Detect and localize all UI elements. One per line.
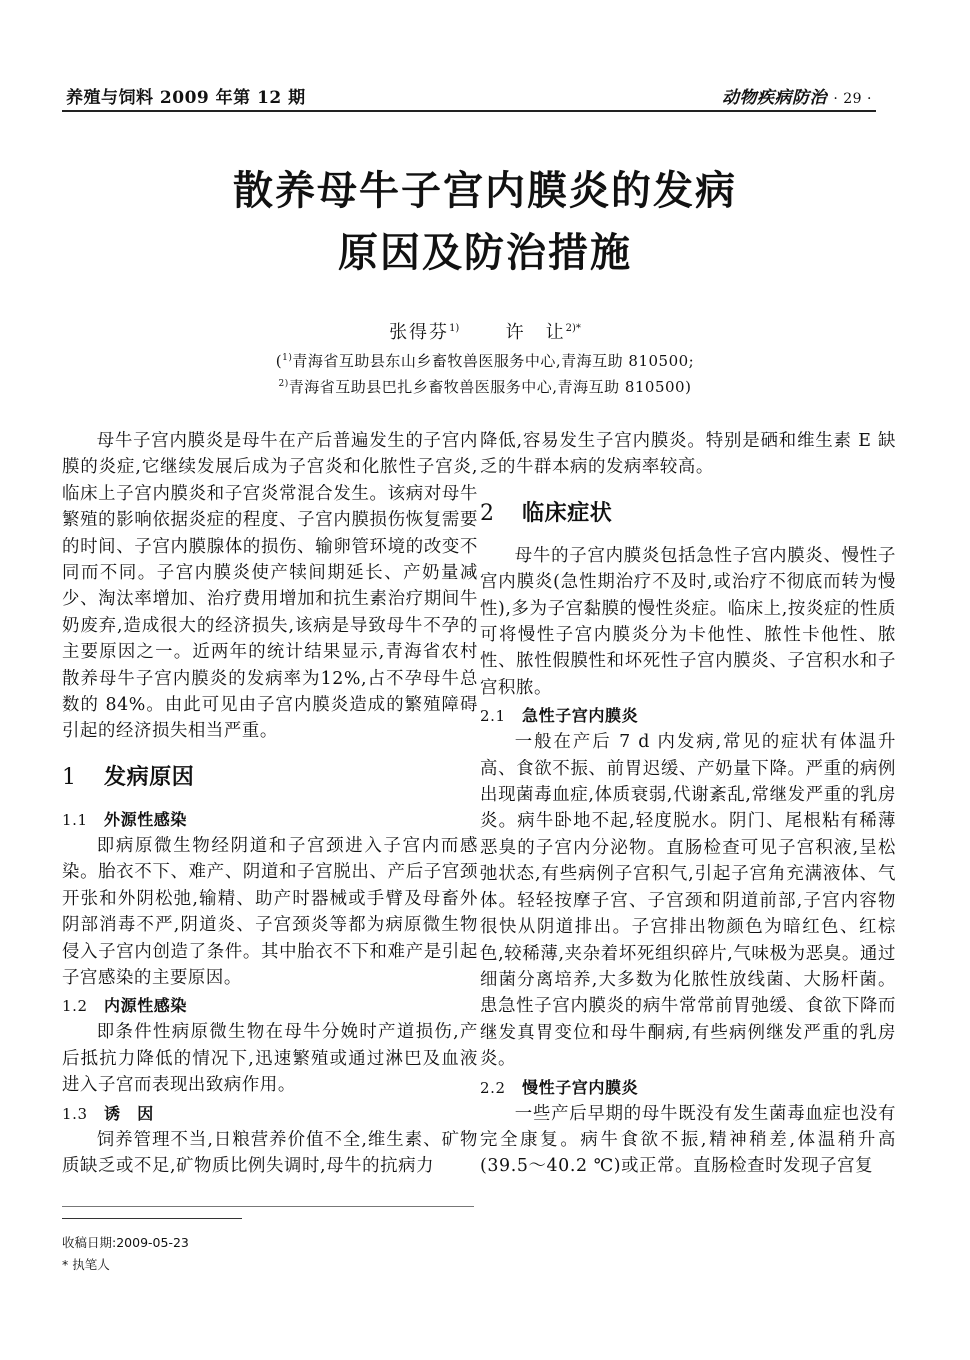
left-column [62, 428, 478, 1179]
section-and-page [722, 83, 872, 108]
affiliation-2: $^{2)}$青海省互助县巴扎乡畜牧兽医服务中心,青海互助 810500) [278, 378, 692, 396]
section-2-paragraph: 母牛的子宫内膜炎包括急性子宫内膜炎、慢性子宫内膜炎(急性期治疗不及时,或治疗不彻底而转为慢性),多为子宫黏膜的慢性炎症。临床上,按炎症的性质可将慢性子宫内膜炎分为卡他性、脓性卡他性、脓性、脓性假膜性和坏死性子宫内膜炎、子宫积水和子宫积脓。 [480, 545, 896, 698]
author-2-mark: 2)* [565, 323, 581, 334]
section-1-3-heading: 1.3 诱 因 [62, 1103, 154, 1123]
footnotes [62, 1232, 189, 1276]
corresponding-author-note: * 执笔人 [62, 1257, 110, 1272]
author-1-mark: 1) [449, 323, 460, 334]
received-date: 收稿日期:2009-05-23 [62, 1235, 189, 1250]
article-title [0, 160, 970, 284]
section-1-1-heading: 1.1 外源性感染 [62, 809, 188, 829]
page-number: · 29 · [833, 91, 872, 107]
section-2-2-heading: 2.2 慢性子宫内膜炎 [480, 1077, 639, 1097]
title-line-1: 散养母牛子宫内膜炎的发病 [233, 168, 737, 214]
journal-issue: 养殖与饲料 2009 年第 12 期 [66, 88, 306, 108]
section-1-3-paragraph-continued: 降低,容易发生子宫内膜炎。特别是硒和维生素 E 缺乏的牛群本病的发病率较高。 [480, 431, 896, 478]
section-name: 动物疾病防治 [721, 88, 827, 108]
section-1-2-paragraph: 即条件性病原微生物在母牛分娩时产道损伤,产后抵抗力降低的情况下,迅速繁殖或通过淋巴及血液进入子宫而表现出致病作用。 [62, 1022, 478, 1096]
section-2-1-heading: 2.1 急性子宫内膜炎 [480, 706, 639, 726]
section-1-heading: 1 发病原因 [62, 764, 195, 790]
author-1: 张得芬 [389, 322, 450, 343]
section-2-heading: 2 临床症状 [480, 500, 613, 526]
author-line [0, 318, 970, 344]
right-column [480, 428, 896, 1180]
intro-paragraph: 母牛子宫内膜炎是母牛在产后普遍发生的子宫内膜的炎症,它继续发展后成为子宫炎和化脓性子宫炎,临床上子宫内膜炎和子宫炎常混合发生。该病对母牛繁殖的影响依据炎症的程度、子宫内膜损伤恢复需要的时间、子宫内膜腺体的损伤、输卵管环境的改变不同而不同。子宫内膜炎使产犊间期延长、产奶量减少、淘汰率增加、治疗费用增加和抗生素治疗期间牛奶废弃,造成很大的经济损失,该病是导致母牛不孕的主要原因之一。近两年的统计结果显示,青海省农村散养母牛子宫内膜炎的发病率为12%,占不孕母牛总数的 84%。由此可见由子宫内膜炎造成的繁殖障碍引起的经济损失相当严重。 [62, 431, 478, 742]
title-line-2: 原因及防治措施 [338, 230, 632, 276]
section-2-1-paragraph: 一般在产后 7 d 内发病,常见的症状有体温升高、食欲不振、前胃迟缓、产奶量下降。严重的病例出现菌毒血症,体质衰弱,代谢紊乱,常继发严重的乳房炎。病牛卧地不起,轻度脱水。阴门、尾根粘有稀薄恶臭的子宫内分泌物。直肠检查可见子宫积液,呈松弛状态,有些病例子宫积气,引起子宫角充满液体、气体。轻轻按摩子宫、子宫颈和阴道前部,子宫内容物很快从阴道排出。子宫排出物颜色为暗红色、红棕色,较稀薄,夹杂着坏死组织碎片,气味极为恶臭。通过细菌分离培养,大多数为化脓性放线菌、大肠杆菌。患急性子宫内膜炎的病牛常常前胃弛缓、食欲下降而继发真胃变位和母牛酮病,有些病例继发严重的乳房炎。 [480, 732, 896, 1070]
section-1-1-paragraph: 即病原微生物经阴道和子宫颈进入子宫内而感染。胎衣不下、难产、阴道和子宫脱出、产后子宫颈开张和外阴松弛,输精、助产时器械或手臂及母畜外阴部消毒不严,阴道炎、子宫颈炎等都为病原微生物侵入子宫内创造了条件。其中胎衣不下和难产是引起子宫感染的主要原因。 [62, 835, 478, 988]
section-1-2-heading: 1.2 内源性感染 [62, 996, 188, 1016]
section-2-2-paragraph: 一些产后早期的母牛既没有发生菌毒血症也没有完全康复。病牛食欲不振,精神稍差,体温稍升高(39.5～40.2 ℃)或正常。直肠检查时发现子宫复 [480, 1103, 896, 1177]
author-2: 许 让 [505, 322, 566, 343]
footnote-divider [62, 1218, 242, 1219]
affiliation-1: ($^{1)}$青海省互助县东山乡畜牧兽医服务中心,青海互助 810500; [275, 352, 695, 370]
column-bottom-rule [62, 1206, 474, 1207]
running-header [62, 82, 876, 112]
section-1-3-paragraph: 饲养管理不当,日粮营养价值不全,维生素、矿物质缺乏或不足,矿物质比例失调时,母牛的抗病力 [62, 1129, 478, 1176]
